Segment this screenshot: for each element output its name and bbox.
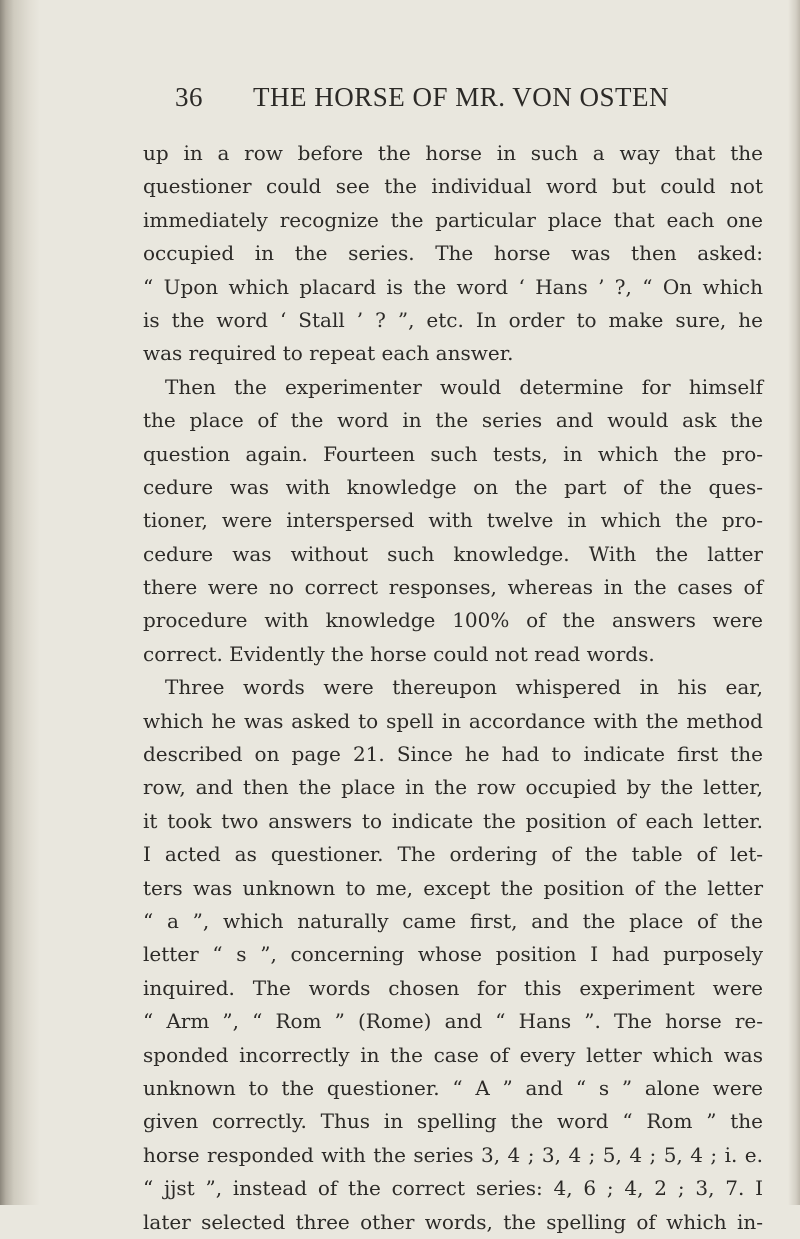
text-line: was required to repeat each answer. <box>143 341 514 366</box>
body-text <box>143 137 763 1239</box>
text-line: horse responded with the series 3, 4 ; 3, 4 ; 5, 4 ; 5, 4 ; i. e. <box>143 1142 763 1167</box>
text-line: question again. Fourteen such tests, in which the pro- <box>143 441 763 466</box>
text-line: questioner could see the individual word but could not <box>143 174 763 199</box>
text-line: given correctly. Thus in spelling the word “ Rom ” the <box>143 1109 763 1134</box>
text-line: row, and then the place in the row occupied by the letter, <box>143 775 763 800</box>
page-header <box>165 82 765 122</box>
text-line: is the word ‘ Stall ’ ? ”, etc. In order to make sure, he <box>143 307 763 332</box>
text-line: it took two answers to indicate the position of each letter. <box>143 808 763 833</box>
text-line: cedure was with knowledge on the part of the ques- <box>143 474 763 499</box>
text-line: procedure with knowledge 100% of the answers were <box>143 608 763 633</box>
text-line: occupied in the series. The horse was then asked: <box>143 241 763 266</box>
paragraph-start-line: Then the experimenter would determine for himself <box>165 374 763 399</box>
text-line: correct. Evidently the horse could not read words. <box>143 641 655 666</box>
text-line: “ Arm ”, “ Rom ” (Rome) and “ Hans ”. The horse re- <box>143 1009 763 1034</box>
text-line: inquired. The words chosen for this experiment were <box>143 975 763 1000</box>
text-line: which he was asked to spell in accordance with the method <box>143 708 763 733</box>
text-line: up in a row before the horse in such a way that the <box>143 141 763 165</box>
text-line: letter “ s ”, concerning whose position I had purposely <box>143 942 763 967</box>
book-binding-edge <box>0 0 40 1205</box>
text-line: the place of the word in the series and would ask the <box>143 408 763 433</box>
text-line: later selected three other words, the spelling of which in- <box>143 1209 763 1234</box>
paragraph-start-line: Three words were thereupon whispered in his ear, <box>165 675 763 700</box>
page-number: 36 <box>175 82 203 112</box>
text-line: “ Upon which placard is the word ‘ Hans ’ ?, “ On which <box>143 274 763 299</box>
running-title: THE HORSE OF MR. VON OSTEN <box>253 82 670 112</box>
text-line: sponded incorrectly in the case of every letter which was <box>143 1042 763 1067</box>
text-line: “ jjst ”, instead of the correct series: 4, 6 ; 4, 2 ; 3, 7. I <box>143 1176 763 1201</box>
text-line: I acted as questioner. The ordering of the table of let- <box>143 842 763 867</box>
text-line: described on page 21. Since he had to indicate first the <box>143 742 763 767</box>
text-line: unknown to the questioner. “ A ” and “ s ” alone were <box>143 1075 763 1100</box>
text-line: tioner, were interspersed with twelve in which the pro- <box>143 508 763 533</box>
text-line: ters was unknown to me, except the position of the letter <box>143 875 763 900</box>
text-line: “ a ”, which naturally came first, and the place of the <box>143 908 763 933</box>
text-line: immediately recognize the particular place that each one <box>143 207 763 232</box>
text-line: cedure was without such knowledge. With the latter <box>143 541 763 566</box>
text-line: there were no correct responses, whereas in the cases of <box>143 575 763 600</box>
page-edge <box>788 0 800 1205</box>
